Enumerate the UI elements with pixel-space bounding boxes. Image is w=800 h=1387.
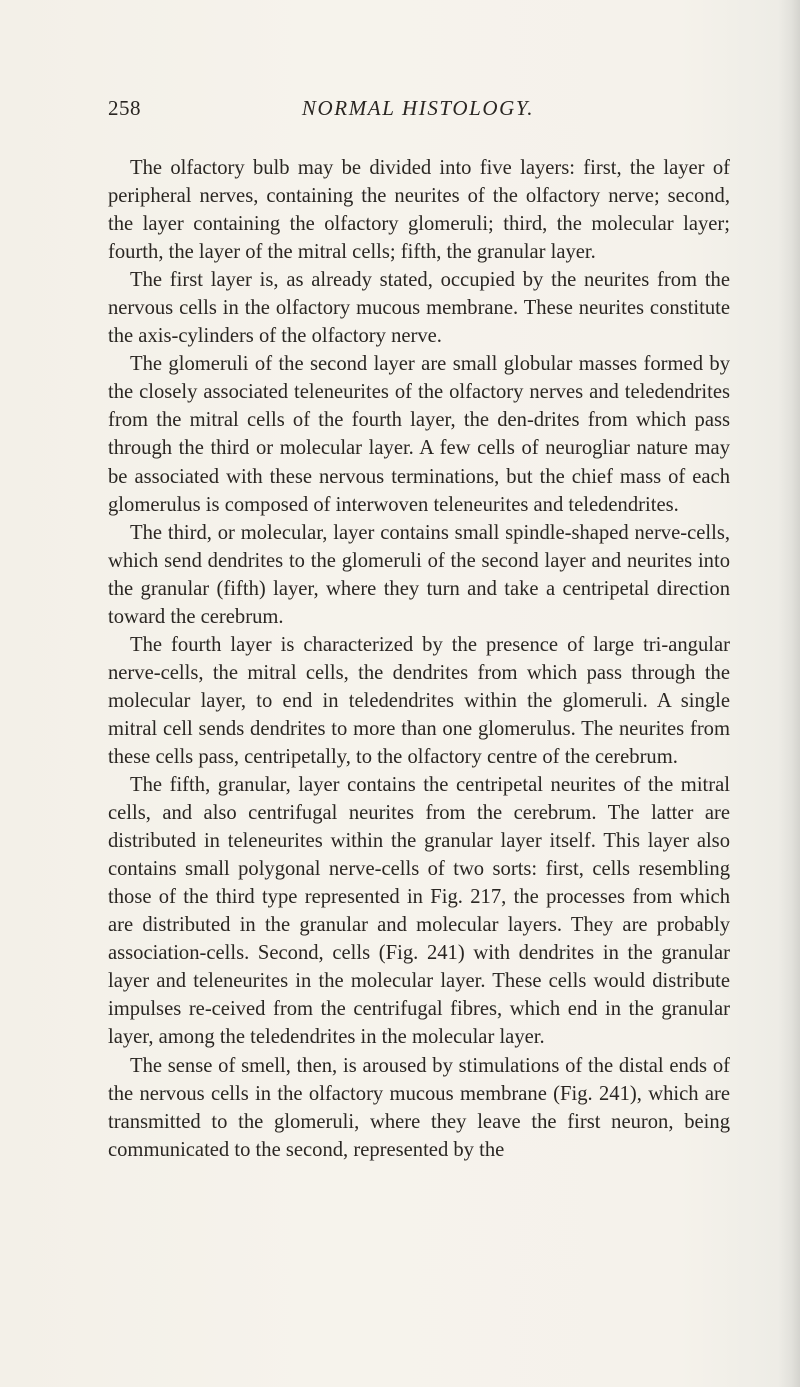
page-header: [108, 96, 728, 130]
page-edge-shadow: [778, 0, 800, 1387]
body-text: [108, 154, 730, 1164]
paragraph-molecular-layer: The third, or molecular, layer contains small spindle-shaped nerve-cells, which send dendrites to the glomeruli of the second layer and neurites into the granular (fifth) layer, where they turn and take a centripetal direction toward the cerebrum.: [108, 521, 730, 628]
paragraph-granular-layer: The fifth, granular, layer contains the centripetal neurites of the mitral cells, and also centrifugal neurites from the cerebrum. The latter are distributed in teleneurites within the granular layer itself. This layer also contains small polygonal nerve-cells of two sorts: first, cells resembling those of the third type represented in Fig. 217, the processes from which are distributed in the granular and molecular layers. They are probably association-cells. Second, cells (Fig. 241) with dendrites in the granular layer and teleneurites in the molecular layer. These cells would distribute impulses re-ceived from the centrifugal fibres, which end in the granular layer, among the teledendrites in the molecular layer.: [108, 774, 730, 1049]
running-title: NORMAL HISTOLOGY.: [301, 96, 535, 120]
paragraph-mitral-cells: The fourth layer is characterized by the presence of large tri-angular nerve-cells, the mitral cells, the dendrites from which pass through the molecular layer, to end in teledendrites within the glomeruli. A single mitral cell sends dendrites to more than one glomerulus. The neurites from these cells pass, centripetally, to the olfactory centre of the cerebrum.: [108, 633, 730, 768]
paragraph-glomeruli: The glomeruli of the second layer are small globular masses formed by the closely associated teleneurites of the olfactory nerves and teledendrites from the mitral cells of the fourth layer, the den-drites from which pass through the third or molecular layer. A few cells of neurogliar nature may be associated with these nervous terminations, but the chief mass of each glomerulus is composed of interwoven teleneurites and teledendrites.: [108, 353, 730, 516]
paragraph-first-layer: The first layer is, as already stated, occupied by the neurites from the nervous cells in the olfactory mucous membrane. These neurites constitute the axis-cylinders of the olfactory nerve.: [108, 269, 730, 348]
paragraph-five-layers: The olfactory bulb may be divided into five layers: first, the layer of peripheral nerves, containing the neurites of the olfactory nerve; second, the layer containing the olfactory glomeruli; third, the molecular layer; fourth, the layer of the mitral cells; fifth, the granular layer.: [108, 157, 730, 264]
paragraph-sense-of-smell: The sense of smell, then, is aroused by stimulations of the distal ends of the nervous cells in the olfactory mucous membrane (Fig. 241), which are transmitted to the glomeruli, where they leave the first neuron, being communicated to the second, represented by the: [108, 1054, 730, 1161]
page-number: 258: [108, 96, 141, 120]
